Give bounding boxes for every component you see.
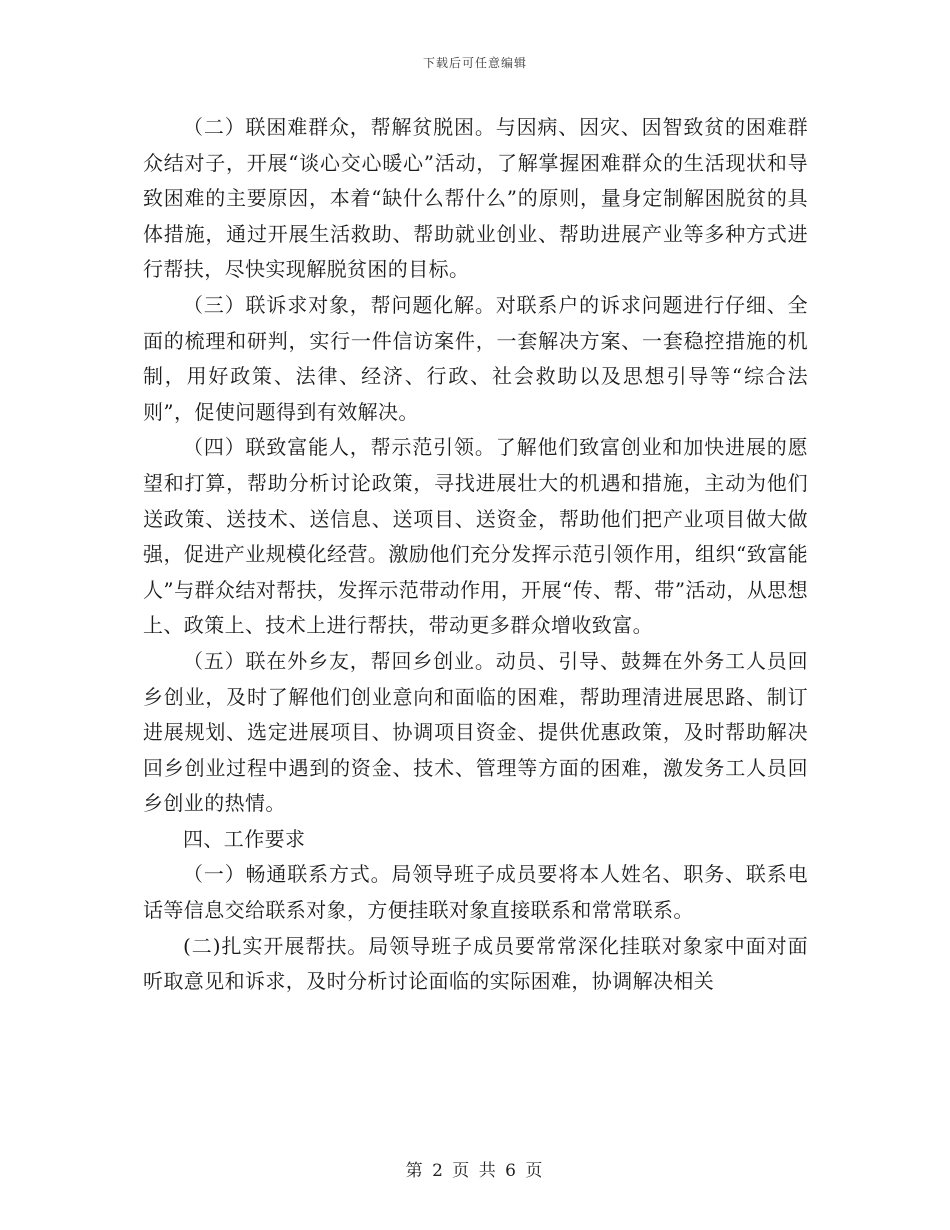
- paragraph-wealthy: （四）联致富能人，帮示范引领。了解他们致富创业和加快进展的愿望和打算，帮助分析讨论政策，寻找进展壮大的机遇和措施，主动为他们送政策、送技术、送信息、送项目、送资金，帮助他们把产业项目做大做强，促进产业规模化经营。激励他们充分发挥示范引领作用，组织“致富能人”与群众结对帮扶，发挥示范带动作用，开展“传、帮、带”活动，从思想上、政策上、技术上进行帮扶，带动更多群众增收致富。: [143, 435, 808, 638]
- section-heading-requirements: 四、工作要求: [183, 826, 306, 851]
- paragraph-hometown: （五）联在外乡友，帮回乡创业。动员、引导、鼓舞在外务工人员回乡创业，及时了解他们创业意向和面临的困难，帮助理清进展思路、制订进展规划、选定进展项目、协调项目资金、提供优惠政策，及时帮助解决回乡创业过程中遇到的资金、技术、管理等方面的困难，激发务工人员回乡创业的热情。: [143, 648, 808, 816]
- paragraph-contact-poor: （二）联困难群众，帮解贫脱困。与因病、因灾、因智致贫的困难群众结对子，开展“谈心交心暖心”活动，了解掌握困难群众的生活现状和导致困难的主要原因，本着“缺什么帮什么”的原则，量身定制解困脱贫的具体措施，通过开展生活救助、帮助就业创业、帮助进展产业等多种方式进行帮扶，尽快实现解脱贫困的目标。: [143, 115, 808, 282]
- page-footer: 第 2 页 共 6 页: [405, 1161, 545, 1181]
- paragraph-petition: （三）联诉求对象，帮问题化解。对联系户的诉求问题进行仔细、全面的梳理和研判，实行一件信访案件，一套解决方案、一套稳控措施的机制，用好政策、法律、经济、行政、社会救助以及思想引导等“综合法则”，促使问题得到有效解决。: [143, 292, 808, 424]
- paragraph-assistance: (二)扎实开展帮扶。局领导班子成员要常常深化挂联对象家中面对面听取意见和诉求，及时分析讨论面临的实际困难，协调解决相关: [143, 933, 808, 994]
- paragraph-contact-method: （一）畅通联系方式。局领导班子成员要将本人姓名、职务、联系电话等信息交给联系对象，方便挂联对象直接联系和常常联系。: [143, 862, 808, 923]
- document-body: [143, 110, 808, 1000]
- page-header: 下载后可任意编辑: [422, 56, 527, 70]
